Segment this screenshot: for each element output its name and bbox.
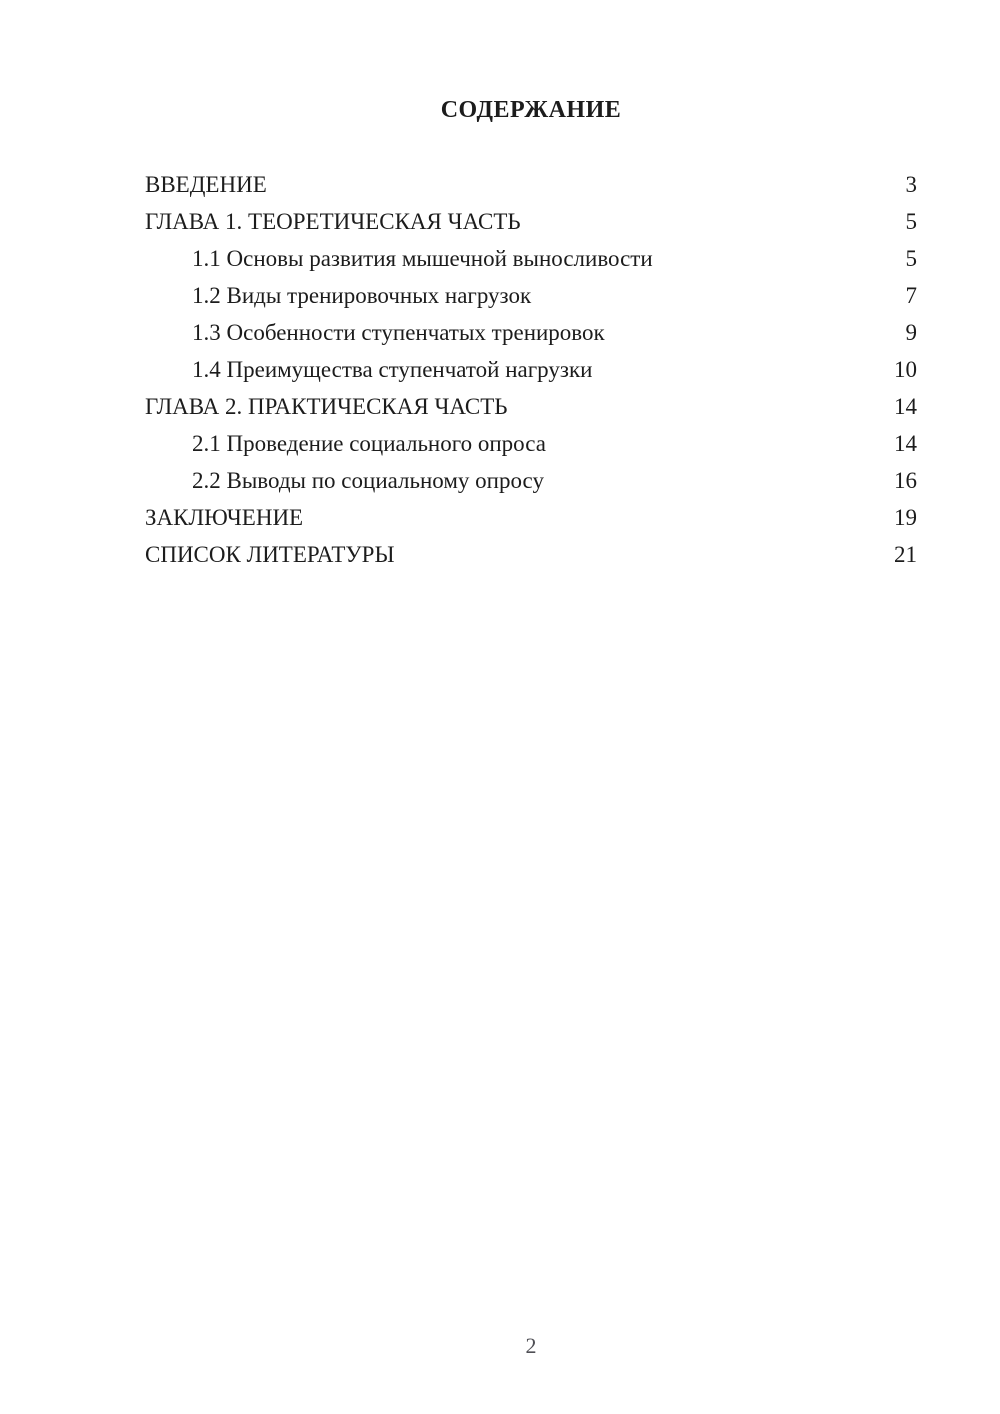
toc-entry-page: 7: [905, 283, 917, 308]
table-of-contents: [145, 166, 917, 573]
toc-entry: [145, 351, 917, 388]
toc-entry: [145, 166, 917, 203]
toc-entry-label: 1.1 Основы развития мышечной выносливости: [192, 246, 653, 271]
toc-entry-page: 14: [894, 431, 917, 456]
toc-entry-label: ЗАКЛЮЧЕНИЕ: [145, 505, 304, 530]
page-number: 2: [525, 1333, 537, 1358]
document-content: [145, 92, 917, 573]
toc-entry-page: 21: [894, 542, 917, 567]
toc-entry: [145, 499, 917, 536]
toc-entry-label: ГЛАВА 2. ПРАКТИЧЕСКАЯ ЧАСТЬ: [145, 394, 508, 419]
toc-entry-page: 5: [905, 209, 917, 234]
toc-entry-label: 1.4 Преимущества ступенчатой нагрузки: [192, 357, 593, 382]
toc-entry-label: СПИСОК ЛИТЕРАТУРЫ: [145, 542, 395, 567]
page-title: СОДЕРЖАНИЕ: [440, 97, 622, 123]
toc-entry-page: 5: [905, 246, 917, 271]
toc-entry-label: 1.3 Особенности ступенчатых тренировок: [192, 320, 605, 345]
toc-entry-page: 14: [894, 394, 917, 419]
toc-entry-label: 1.2 Виды тренировочных нагрузок: [192, 283, 532, 308]
toc-entry: [145, 536, 917, 573]
toc-entry-label: ВВЕДЕНИЕ: [145, 172, 267, 197]
toc-entry: [145, 462, 917, 499]
toc-entry-page: 9: [905, 320, 917, 345]
toc-entry-page: 16: [894, 468, 917, 493]
toc-entry: [145, 203, 917, 240]
toc-entry: [145, 240, 917, 277]
toc-entry-page: 3: [905, 172, 917, 197]
toc-entry-page: 19: [894, 505, 917, 530]
toc-entry: [145, 277, 917, 314]
toc-entry: [145, 388, 917, 425]
toc-entry: [145, 314, 917, 351]
toc-entry-page: 10: [894, 357, 917, 382]
toc-entry-label: 2.2 Выводы по социальному опросу: [192, 468, 544, 493]
toc-entry: [145, 425, 917, 462]
toc-entry-label: 2.1 Проведение социального опроса: [192, 431, 546, 456]
toc-entry-label: ГЛАВА 1. ТЕОРЕТИЧЕСКАЯ ЧАСТЬ: [145, 209, 521, 234]
